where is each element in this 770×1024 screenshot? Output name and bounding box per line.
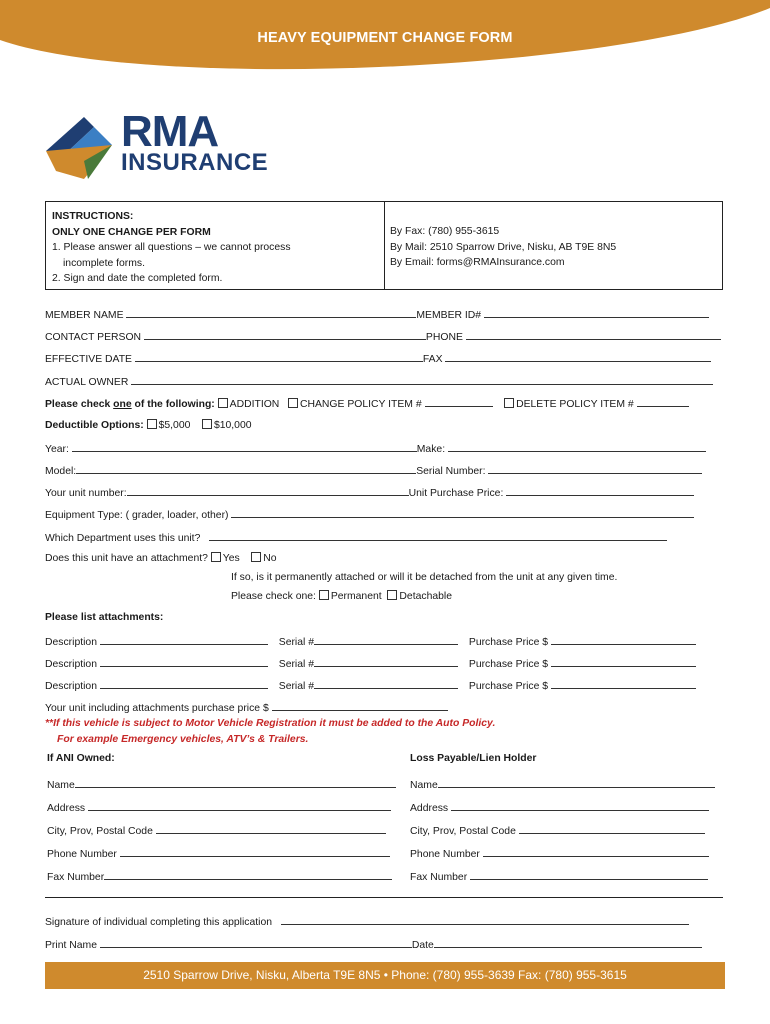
actual-owner-field[interactable] xyxy=(131,374,713,385)
print-name-row xyxy=(45,937,702,951)
purchase-price-label: Purchase Price $ xyxy=(468,681,549,692)
ani-phone-field[interactable] xyxy=(120,846,390,857)
instruction-step-2: 2. Sign and date the completed form. xyxy=(52,273,223,284)
submit-by-fax: By Fax: (780) 955-3615 xyxy=(390,226,500,237)
instructions-left xyxy=(52,209,291,287)
instruction-step-1-cont: incomplete forms. xyxy=(63,257,145,269)
lien-fax-label: Fax Number xyxy=(410,872,468,883)
date-field[interactable] xyxy=(434,937,702,948)
submit-by-mail: By Mail: 2510 Sparrow Drive, Nisku, AB T9E 8N5 xyxy=(390,241,617,253)
attachment-no-checkbox[interactable] xyxy=(251,552,261,562)
make-label: Make: xyxy=(416,444,446,455)
detachable-label: Detachable xyxy=(399,591,452,602)
unit-number-row xyxy=(45,485,694,499)
deductible-10000-checkbox[interactable] xyxy=(202,419,212,429)
ani-address-field[interactable] xyxy=(88,800,391,811)
logo-mark-icon xyxy=(44,115,116,181)
print-name-field[interactable] xyxy=(100,937,412,948)
addition-checkbox[interactable] xyxy=(218,398,228,408)
ani-owned-heading: If ANI Owned: xyxy=(47,753,115,764)
ani-address-row xyxy=(47,800,391,814)
unit-price-label: Unit Purchase Price: xyxy=(408,488,504,499)
actual-owner-label: ACTUAL OWNER xyxy=(45,377,129,388)
lien-address-field[interactable] xyxy=(451,800,709,811)
ani-fax-label: Fax Number xyxy=(47,872,105,883)
policy-action-row xyxy=(45,396,689,410)
attachment-total-row xyxy=(45,700,448,714)
contact-person-label: CONTACT PERSON xyxy=(45,332,142,343)
serial-label: Serial # xyxy=(278,659,314,670)
unit-price-field[interactable] xyxy=(506,485,694,496)
serial-label: Serial # xyxy=(278,681,314,692)
ani-name-field[interactable] xyxy=(75,777,396,788)
description-field[interactable] xyxy=(100,634,268,645)
footer-contact-bar: 2510 Sparrow Drive, Nisku, Alberta T9E 8N5 • Phone: (780) 955-3639 Fax: (780) 955-3615 xyxy=(45,962,725,989)
serial-field[interactable] xyxy=(314,634,458,645)
lien-name-field[interactable] xyxy=(438,777,715,788)
submit-by-email: By Email: forms@RMAInsurance.com xyxy=(390,257,565,268)
change-policy-label: CHANGE POLICY ITEM # xyxy=(299,399,422,410)
lien-fax-field[interactable] xyxy=(470,869,708,880)
member-id-label: MEMBER ID# xyxy=(416,310,482,321)
attachment-row xyxy=(45,678,696,692)
attachment-no-label: No xyxy=(263,553,277,564)
description-label: Description xyxy=(45,681,97,692)
phone-label: PHONE xyxy=(425,332,463,343)
deductible-10000-label: $10,000 xyxy=(213,420,252,431)
department-row xyxy=(45,530,667,544)
signature-label: Signature of individual completing this application xyxy=(45,917,273,928)
member-name-label: MEMBER NAME xyxy=(45,310,124,321)
deductible-5000-checkbox[interactable] xyxy=(147,419,157,429)
phone-field[interactable] xyxy=(466,329,721,340)
purchase-price-label: Purchase Price $ xyxy=(468,637,549,648)
purchase-price-field[interactable] xyxy=(551,656,696,667)
logo-text-rma: RMA xyxy=(121,107,219,156)
purchase-price-field[interactable] xyxy=(551,678,696,689)
model-label: Model: xyxy=(45,466,77,477)
actual-owner-row xyxy=(45,374,713,388)
section-divider xyxy=(45,897,723,898)
attachment-row xyxy=(45,656,696,670)
fax-label: FAX xyxy=(422,354,443,365)
serial-field[interactable] xyxy=(314,678,458,689)
deductible-label: Deductible Options: xyxy=(45,420,144,431)
instructions-heading: INSTRUCTIONS: xyxy=(52,211,134,222)
instructions-divider xyxy=(384,202,385,289)
description-label: Description xyxy=(45,637,97,648)
equipment-type-row xyxy=(45,507,694,521)
ani-address-label: Address xyxy=(47,803,86,814)
description-label: Description xyxy=(45,659,97,670)
attachment-yes-label: Yes xyxy=(222,553,240,564)
member-name-row xyxy=(45,307,709,321)
member-name-field[interactable] xyxy=(126,307,416,318)
ani-city-label: City, Prov, Postal Code xyxy=(47,826,153,837)
lien-city-row xyxy=(410,823,705,837)
list-attachments-heading: Please list attachments: xyxy=(45,612,164,623)
ani-city-row xyxy=(47,823,386,837)
serial-field[interactable] xyxy=(314,656,458,667)
attachment-total-field[interactable] xyxy=(272,700,448,711)
registration-example: For example Emergency vehicles, ATV’s & Trailers. xyxy=(57,734,309,745)
check-one-prompt: Please check one of the following: xyxy=(45,399,215,410)
lien-address-row xyxy=(410,800,709,814)
year-label: Year: xyxy=(45,444,69,455)
equipment-type-field[interactable] xyxy=(231,507,694,518)
ani-fax-row xyxy=(47,869,392,883)
registration-note: **If this vehicle is subject to Motor Vehicle Registration it must be added to the Auto Policy. xyxy=(45,718,496,729)
serial-label: Serial # xyxy=(278,637,314,648)
instructions-subheading: ONLY ONE CHANGE PER FORM xyxy=(52,226,211,238)
permanent-detachable-row xyxy=(231,590,452,602)
lien-city-field[interactable] xyxy=(519,823,705,834)
make-field[interactable] xyxy=(448,441,706,452)
year-field[interactable] xyxy=(72,441,417,452)
print-name-label: Print Name xyxy=(45,940,97,951)
unit-number-label: Your unit number: xyxy=(45,488,127,499)
attachment-total-label: Your unit including attachments purchase price $ xyxy=(45,703,269,714)
permanent-question: If so, is it permanently attached or will it be detached from the unit at any given time. xyxy=(231,572,618,583)
change-policy-checkbox[interactable] xyxy=(288,398,298,408)
effective-date-row xyxy=(45,351,711,365)
ani-name-row xyxy=(47,777,396,791)
ani-fax-field[interactable] xyxy=(104,869,392,880)
equipment-type-label: Equipment Type: ( grader, loader, other) xyxy=(45,510,229,521)
loss-payable-heading: Loss Payable/Lien Holder xyxy=(410,753,537,764)
detachable-checkbox[interactable] xyxy=(387,590,397,600)
deductible-row xyxy=(45,419,252,431)
lien-phone-row xyxy=(410,846,709,860)
ani-city-field[interactable] xyxy=(156,823,386,834)
instructions-right xyxy=(390,224,616,271)
date-label: Date xyxy=(411,940,434,951)
attachment-row xyxy=(45,634,696,648)
contact-row xyxy=(45,329,721,343)
description-field[interactable] xyxy=(100,678,268,689)
lien-phone-field[interactable] xyxy=(483,846,709,857)
member-id-field[interactable] xyxy=(484,307,709,318)
header-banner xyxy=(0,0,770,90)
deductible-5000-label: $5,000 xyxy=(158,420,191,431)
serial-number-field[interactable] xyxy=(488,463,702,474)
serial-number-label: Serial Number: xyxy=(416,466,486,477)
model-field[interactable] xyxy=(76,463,416,474)
model-serial-row xyxy=(45,463,702,477)
unit-number-field[interactable] xyxy=(127,485,409,496)
attachment-question: Does this unit have an attachment? xyxy=(45,553,208,564)
signature-row xyxy=(45,914,689,928)
fax-field[interactable] xyxy=(445,351,711,362)
delete-policy-checkbox[interactable] xyxy=(504,398,514,408)
purchase-price-field[interactable] xyxy=(551,634,696,645)
year-make-row xyxy=(45,441,706,455)
purchase-price-label: Purchase Price $ xyxy=(468,659,549,670)
instruction-step-1: 1. Please answer all questions – we cannot process xyxy=(52,242,291,253)
permanent-label: Permanent xyxy=(330,591,382,602)
addition-label: ADDITION xyxy=(229,399,280,410)
attachment-yes-checkbox[interactable] xyxy=(211,552,221,562)
lien-fax-row xyxy=(410,869,708,883)
ani-phone-row xyxy=(47,846,390,860)
form-title: HEAVY EQUIPMENT CHANGE FORM xyxy=(257,30,513,46)
rma-logo xyxy=(44,107,269,181)
effective-date-label: EFFECTIVE DATE xyxy=(45,354,132,365)
description-field[interactable] xyxy=(100,656,268,667)
lien-address-label: Address xyxy=(410,803,449,814)
department-field[interactable] xyxy=(209,530,667,541)
signature-field[interactable] xyxy=(281,914,689,925)
lien-name-row xyxy=(410,777,715,791)
ani-phone-label: Phone Number xyxy=(47,849,117,860)
lien-city-label: City, Prov, Postal Code xyxy=(410,826,516,837)
logo-text-insurance: INSURANCE xyxy=(121,149,269,176)
delete-policy-item-field[interactable] xyxy=(637,396,689,407)
contact-person-field[interactable] xyxy=(144,329,426,340)
delete-policy-label: DELETE POLICY ITEM # xyxy=(516,399,634,410)
effective-date-field[interactable] xyxy=(135,351,423,362)
attachment-question-row xyxy=(45,552,277,564)
lien-name-label: Name xyxy=(410,780,438,791)
permanent-checkbox[interactable] xyxy=(319,590,329,600)
instructions-box xyxy=(45,201,723,290)
change-policy-item-field[interactable] xyxy=(425,396,493,407)
ani-name-label: Name xyxy=(47,780,75,791)
lien-phone-label: Phone Number xyxy=(410,849,480,860)
check-one-label: Please check one: xyxy=(231,591,316,602)
department-label: Which Department uses this unit? xyxy=(45,533,201,544)
